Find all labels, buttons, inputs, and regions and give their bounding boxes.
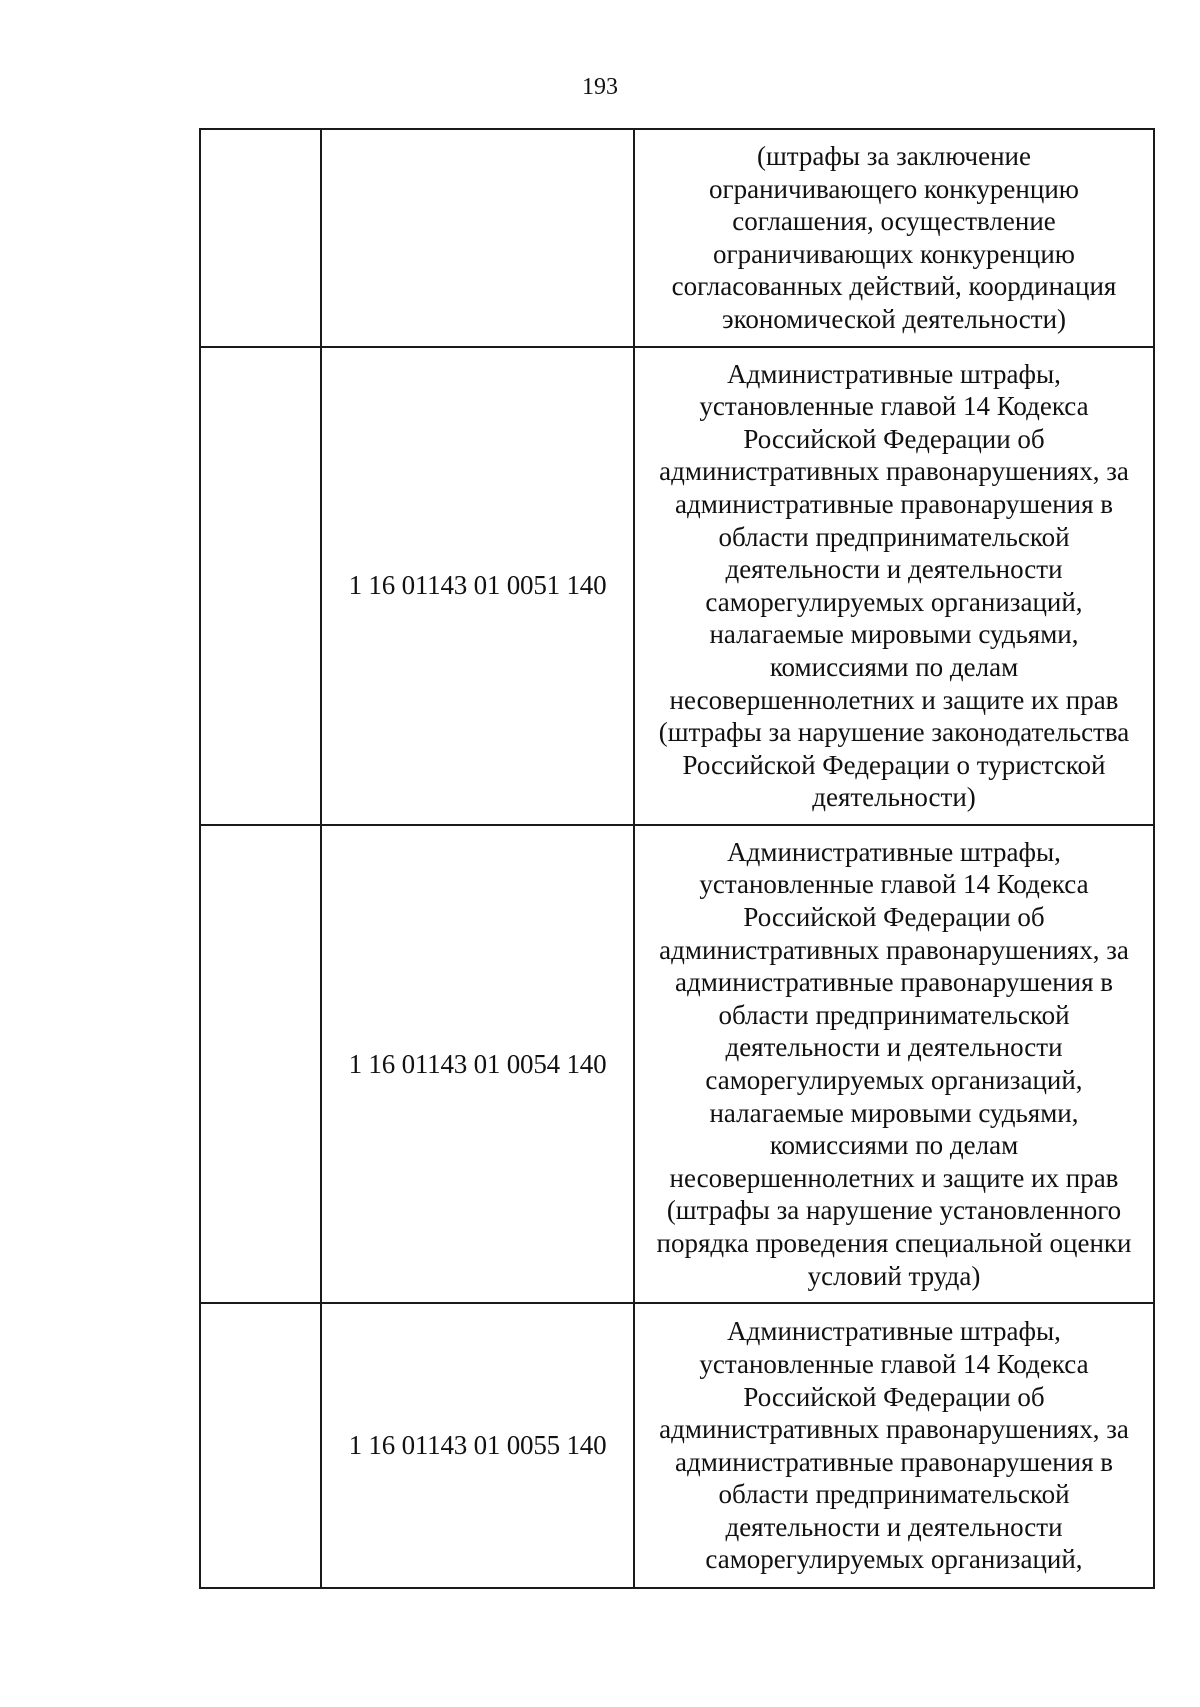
classification-code-cell <box>321 129 634 347</box>
classification-code-cell: 1 16 01143 01 0054 140 <box>321 825 634 1303</box>
description-line: комиссиями по делам <box>769 651 1019 682</box>
description-line: Российской Федерации о туристской <box>682 749 1106 780</box>
description-line: Российской Федерации об <box>743 423 1045 454</box>
description-line: ограничивающих конкуренцию <box>713 238 1075 269</box>
page-number: 193 <box>582 74 618 100</box>
description-line: установленные главой 14 Кодекса <box>699 391 1089 422</box>
row-number-cell <box>200 825 321 1303</box>
description-line: порядка проведения специальной оценки <box>656 1228 1132 1258</box>
description-cell <box>634 347 1154 825</box>
description-line: деятельности) <box>812 782 976 813</box>
row-number-cell <box>200 347 321 825</box>
description-line: соглашения, осуществление <box>732 206 1056 237</box>
description-cell <box>634 129 1154 347</box>
description-line: установленные главой 14 Кодекса <box>699 1348 1089 1379</box>
description-line: области предпринимательской <box>718 1479 1070 1510</box>
description-line: (штрафы за нарушение законодательства <box>658 717 1130 748</box>
description-line: саморегулируемых организаций, <box>705 586 1083 617</box>
table-row <box>200 825 1154 1303</box>
description-line: Российской Федерации об <box>743 902 1045 933</box>
description-line: деятельности и деятельности <box>725 1032 1063 1063</box>
description-line: Российской Федерации об <box>743 1381 1045 1412</box>
classification-code-cell: 1 16 01143 01 0051 140 <box>321 347 634 825</box>
description-line: условий труда) <box>807 1260 981 1291</box>
description-line: деятельности и деятельности <box>725 554 1063 585</box>
description-line: (штрафы за заключение <box>756 141 1031 171</box>
description-line: (штрафы за нарушение установленного <box>666 1195 1122 1226</box>
description-line: Административные штрафы, <box>727 1316 1061 1347</box>
row-number-cell <box>200 129 321 347</box>
description-line: административные правонарушения в <box>674 1446 1114 1477</box>
budget-classification-table <box>199 128 1155 1589</box>
description-line: экономической деятельности) <box>721 303 1067 334</box>
description-line: административных правонарушениях, за <box>659 934 1129 965</box>
description-line: налагаемые мировыми судьями, <box>709 1097 1079 1128</box>
description-line: установленные главой 14 Кодекса <box>699 869 1089 900</box>
row-number-cell <box>200 1303 321 1588</box>
description-line: несовершеннолетних и защите их прав <box>669 1162 1119 1193</box>
description-line: комиссиями по делам <box>769 1130 1019 1161</box>
description-line: Административные штрафы, <box>727 358 1061 389</box>
description-line: деятельности и деятельности <box>725 1511 1063 1542</box>
description-cell <box>634 1303 1154 1588</box>
description-line: административные правонарушения в <box>674 488 1114 519</box>
table-row <box>200 1303 1154 1588</box>
description-line: саморегулируемых организаций, <box>705 1065 1083 1096</box>
description-cell <box>634 825 1154 1303</box>
description-line: саморегулируемых организаций, <box>705 1544 1083 1575</box>
description-line: области предпринимательской <box>718 999 1070 1030</box>
table-row <box>200 347 1154 825</box>
description-line: области предпринимательской <box>718 521 1070 552</box>
description-line: несовершеннолетних и защите их прав <box>669 684 1119 715</box>
description-line: Административные штрафы, <box>727 836 1061 867</box>
description-line: ограничивающего конкуренцию <box>709 173 1079 204</box>
description-line: согласованных действий, координация <box>671 271 1117 302</box>
classification-code-cell: 1 16 01143 01 0055 140 <box>321 1303 634 1588</box>
description-line: административные правонарушения в <box>674 967 1114 998</box>
table-row <box>200 129 1154 347</box>
description-line: административных правонарушениях, за <box>659 456 1129 487</box>
description-line: административных правонарушениях, за <box>659 1414 1129 1445</box>
description-line: налагаемые мировыми судьями, <box>709 619 1079 650</box>
